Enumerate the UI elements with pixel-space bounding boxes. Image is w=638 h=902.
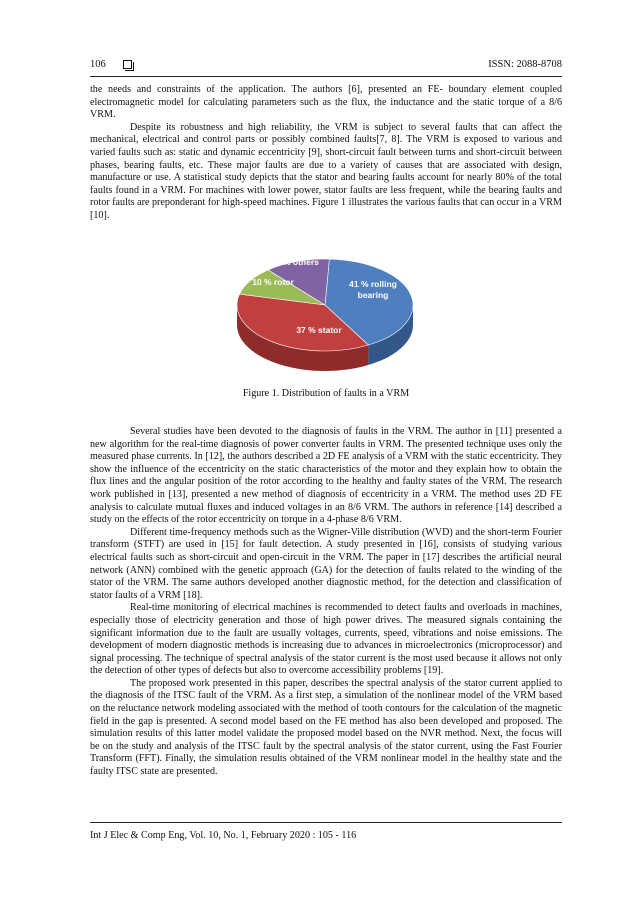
header-rule — [90, 76, 562, 77]
issn-label: ISSN: 2088-8708 — [488, 59, 562, 70]
body-text-top — [90, 84, 562, 223]
pie-label-rotor: 10 % rotor — [252, 277, 294, 287]
footer-rule — [90, 822, 562, 823]
paragraph: Despite its robustness and high reliability, the VRM is subject to several faults that can affect the mechanical, electrical and control parts or possibly combined faults[7, 8]. The VRM is exposed to various and varied faults such as: static and dynamic eccentricity [9], short-circuit fault between turns and short-circuit between phases, bearing faults, etc. These major faults are due to a variety of causes that are associated with design, manufacture or use. A statistical study depicts that the stator and bearing faults account for nearly 80% of the total faults found in a VRM. For machines with lower power, stator faults are less frequent, while the bearing faults and rotor faults are preponderant for high-speed machines. Figure 1 illustrates the various faults that can occur in a VRM [10]. — [90, 121, 562, 221]
body-text-bottom — [90, 426, 562, 779]
figure-1 — [90, 243, 562, 403]
pie-label-others: 12 % others — [271, 257, 319, 267]
figure-caption: Figure 1. Distribution of faults in a VRM — [242, 388, 410, 399]
paragraph: Several studies have been devoted to the diagnosis of faults in the VRM. The author in [11] presented a new algorithm for the real-time diagnosis of power converter faults in VRM. The presented technique uses only the measured phase currents. In [12], the authors described a 2D FE analysis of a VRM with the static eccentricity. They show the influence of the eccentricity on the static characteristics of the motor and they explain how to obtain the flux lines and the angular position of the rotor according to the healthy and faulty states of the VRM. The research work published in [13], presented a new method of diagnosis of eccentricity in a VRM. The method uses 2D FE analysis to calculate mutual fluxes and induced voltages in an 8/6 VRM. The authors in reference [14] described a study on the effects of the rotor eccentricity on torque in a 4-phase 8/6 VRM. — [90, 426, 562, 526]
pie-label-stator: 37 % stator — [296, 325, 342, 335]
paragraph: The proposed work presented in this paper, describes the spectral analysis of the stator current applied to the diagnosis of the ITSC fault of the VRM. As a first step, a simulation of the nonlinear model of the VRM based on the reluctance network modeling associated with the method of tooth contours for the calculation of the magnetic field in the gap is presented. A second model based on the FE method has also been developed and proposed. The simulation results of this latter model validate the proposed model based on the NVR method. Next, the focus will be on the study and analysis of the ITSC fault by the spectral analysis of the stator current, using the Fast Fourier Transform (FFT). Finally, the simulation results obtained of the VRM nonlinear model in the healthy state and the faulty ITSC state are presented. — [90, 677, 562, 778]
paragraph: Real-time monitoring of electrical machines is recommended to detect faults and overloads in machines, especially those of electricity generation and those of high power drives. The measured signals containing the significant information due to the fault are usually voltages, currents, speed, vibrations and noise emissions. The development of modern diagnostic methods is increasing due to advances in microelectronics (microprocessor) and signal processing. The technique of spectral analysis of the stator current is the most used because it allows not only the detection of other types of defects but also to overcome accessibility problems [19]. — [90, 602, 562, 677]
pie-label-rolling-bearing: 41 % rolling bearing — [349, 279, 397, 300]
page-number: 106 — [90, 59, 106, 70]
paragraph: the needs and constraints of the application. The authors [6], presented an FE- boundary element coupled electromagnetic model for calculating parameters such as the flux, the inductance and the static torque of a 8/6 VRM. — [90, 84, 562, 121]
paragraph: Different time-frequency methods such as the Wigner-Ville distribution (WVD) and the short-term Fourier transform (STFT) are used in [15] for fault detection. A study presented in [16], consists of studying various electrical faults such as short-circuit and open-circuit in the VRM. The paper in [17] describes the artificial neural network (ANN) combined with the genetic approach (GA) for the detection of faults related to the winding of the stator of the VRM. The same authors developed another diagnostic method, for the detection and classification of stator faults of a VRM [18]. — [90, 526, 562, 601]
square-box-icon — [123, 60, 132, 69]
page-header — [90, 59, 562, 75]
footer-citation: Int J Elec & Comp Eng, Vol. 10, No. 1, February 2020 : 105 - 116 — [90, 830, 357, 841]
pie-chart — [90, 243, 562, 388]
